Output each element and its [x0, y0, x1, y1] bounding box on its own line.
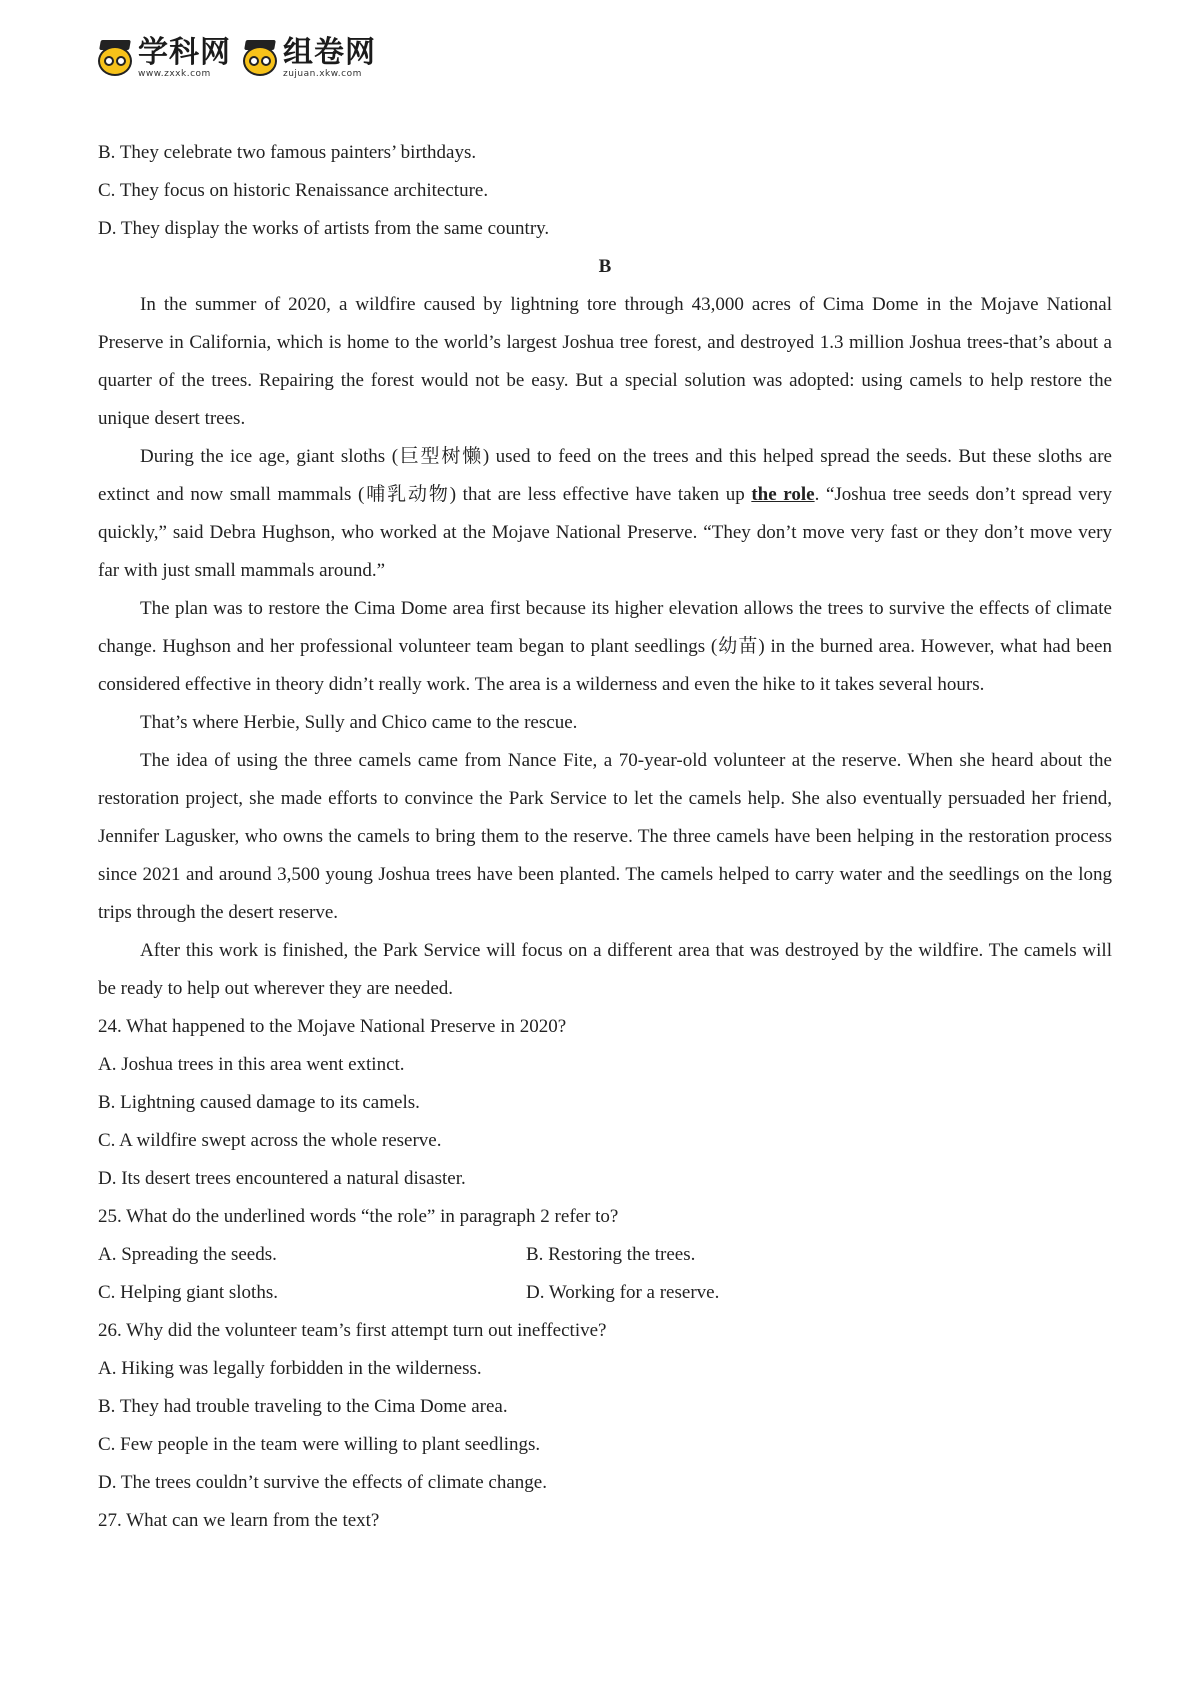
question-stem: 25. What do the underlined words “the role” in paragraph 2 refer to?	[98, 1206, 619, 1227]
answer-option: C. Few people in the team were willing to plant seedlings.	[98, 1434, 541, 1455]
option-line: C. They focus on historic Renaissance architecture.	[98, 180, 489, 201]
option-line: D. They display the works of artists from the same country.	[98, 218, 550, 239]
paragraph-3: The plan was to restore the Cima Dome area first because its higher elevation allows the trees to survive the effects of climate change. Hughson and her professional volunteer team began to plant seedlings (幼苗) in the burned area. However, what had been considered effective in theory didn’t really work. The area is a wilderness and even the hike to it takes several hours.	[98, 598, 1112, 695]
logo-url: www.zxxk.com	[138, 68, 211, 79]
section-heading: B	[598, 256, 612, 277]
paragraph-2	[98, 438, 1112, 590]
answer-option: D. Working for a reserve.	[526, 1282, 720, 1303]
answer-option: C. Helping giant sloths.	[98, 1282, 278, 1303]
paragraph-text: . “Joshua tree seeds don’t spread very quickly,” said Debra Hughson, who worked at the Mojave National Preserve. “They don’t move very fast or they don’t move very far with just small mammals around.”	[98, 484, 1112, 581]
answer-option: B. Restoring the trees.	[526, 1244, 696, 1265]
logo-zujuan[interactable]	[241, 34, 376, 79]
question-stem: 27. What can we learn from the text?	[98, 1510, 380, 1531]
option-line: B. They celebrate two famous painters’ birthdays.	[98, 142, 477, 163]
answer-option: A. Joshua trees in this area went extinct.	[98, 1054, 405, 1075]
logo-url: zujuan.xkw.com	[283, 68, 362, 79]
question-stem: 24. What happened to the Mojave National Preserve in 2020?	[98, 1016, 567, 1037]
paragraph-4: That’s where Herbie, Sully and Chico came to the rescue.	[140, 712, 578, 733]
paragraph-text: During the ice age, giant sloths (巨型树懒) used to feed on the trees and this helped spread the seeds. But these sloths are extinct and now small mammals (哺乳动物) that are less effective have taken up	[98, 446, 1112, 505]
answer-option: D. The trees couldn’t survive the effects of climate change.	[98, 1472, 547, 1493]
answer-option: C. A wildfire swept across the whole reserve.	[98, 1130, 442, 1151]
options-row	[98, 1236, 1112, 1274]
logo-name: 学科网	[138, 34, 231, 70]
logo-name: 组卷网	[283, 34, 376, 70]
logo-zxxk[interactable]	[96, 34, 231, 79]
answer-option: A. Hiking was legally forbidden in the wilderness.	[98, 1358, 482, 1379]
mascot-icon	[96, 38, 136, 78]
underlined-phrase: the role	[751, 484, 815, 505]
header	[96, 34, 386, 82]
answer-option: D. Its desert trees encountered a natural disaster.	[98, 1168, 466, 1189]
question-stem: 26. Why did the volunteer team’s first attempt turn out ineffective?	[98, 1320, 607, 1341]
answer-option: B. They had trouble traveling to the Cima Dome area.	[98, 1396, 508, 1417]
answer-option: B. Lightning caused damage to its camels.	[98, 1092, 420, 1113]
paragraph-6: After this work is finished, the Park Service will focus on a different area that was destroyed by the wildfire. The camels will be ready to help out wherever they are needed.	[98, 940, 1112, 999]
mascot-icon	[241, 38, 281, 78]
paragraph-5: The idea of using the three camels came from Nance Fite, a 70-year-old volunteer at the reserve. When she heard about the restoration project, she made efforts to convince the Park Service to let the camels help. She also eventually persuaded her friend, Jennifer Lagusker, who owns the camels to bring them to the reserve. The three camels have been helping in the restoration process since 2021 and around 3,500 young Joshua trees have been planted. The camels helped to carry water and the seedlings on the long trips through the desert reserve.	[98, 750, 1112, 923]
options-row	[98, 1274, 1112, 1312]
paragraph-1: In the summer of 2020, a wildfire caused by lightning tore through 43,000 acres of Cima Dome in the Mojave National Preserve in California, which is home to the world’s largest Joshua tree forest, and destroyed 1.3 million Joshua trees-that’s about a quarter of the trees. Repairing the forest would not be easy. But a special solution was adopted: using camels to help restore the unique desert trees.	[98, 294, 1112, 429]
document-body	[98, 134, 1112, 1540]
answer-option: A. Spreading the seeds.	[98, 1244, 277, 1265]
